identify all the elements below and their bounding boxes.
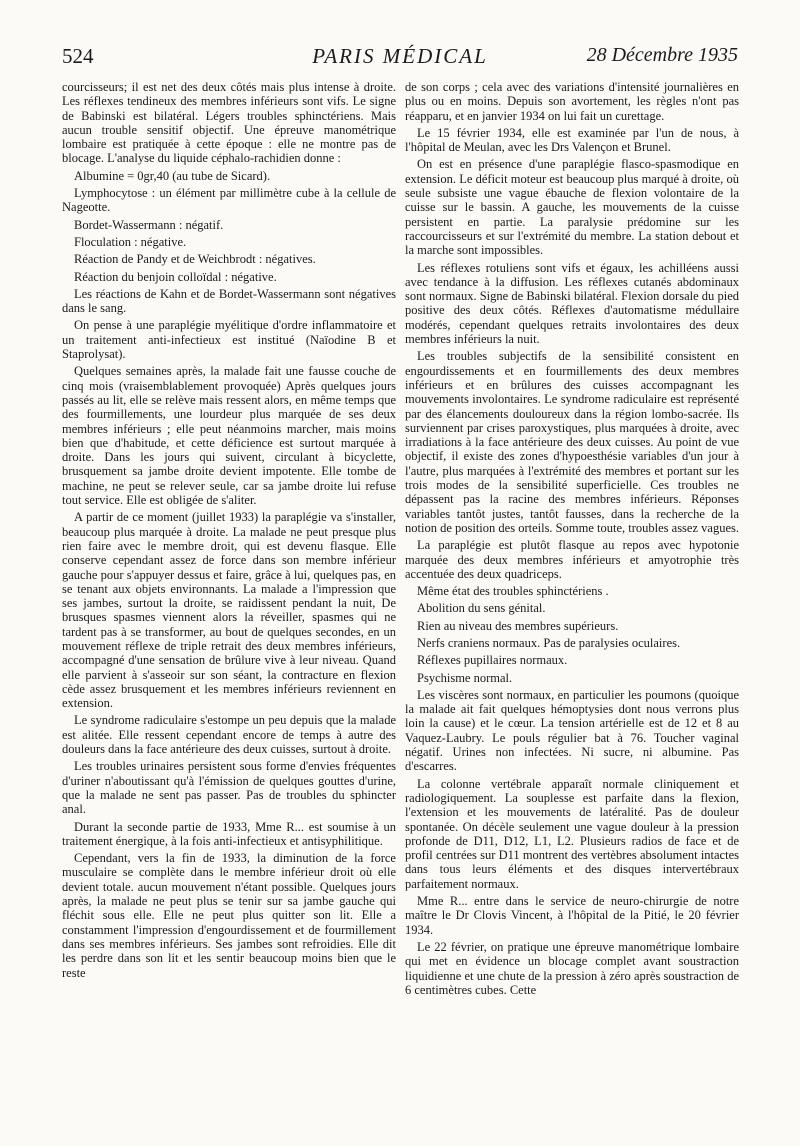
paragraph: Les réactions de Kahn et de Bordet-Wassermann sont négatives dans le sang. (62, 286, 396, 316)
paragraph: Les réflexes rotuliens sont vifs et égaux, les achilléens aussi avec tendance à la diffusion. Les réflexes cutanés abdominaux sont normaux. Signe de Babinski bilatéral. Flexion dorsale du pied positive des deux côtés. Réflexes d'automatisme médullaire modérés, cependant quelques retraits involontaires des deux membres inférieurs la nuit. (405, 260, 739, 347)
paragraph: courcisseurs; il est net des deux côtés mais plus intense à droite. Les réflexes tendineux des membres inférieurs sont vifs. Le signe de Babinski est bilatéral. Légers troubles sphinctériens. Mais aucun trouble sensitif objectif. Une épreuve manométrique lombaire est pratiquée à cette époque : elle ne montre pas de blocage. L'analyse du liquide céphalo-rachidien donne : (62, 80, 396, 166)
journal-title: PARIS MÉDICAL (312, 44, 488, 68)
paragraph: Le 15 février 1934, elle est examinée par l'un de nous, à l'hôpital de Meulan, avec les Drs Valençon et Brunel. (405, 125, 739, 155)
paragraph: Rien au niveau des membres supérieurs. (417, 618, 619, 633)
left-text-column (62, 80, 396, 983)
paragraph: Abolition du sens génital. (417, 601, 546, 616)
paragraph: Réflexes pupillaires normaux. (417, 653, 568, 668)
paragraph: Albumine = 0gr,40 (au tube de Sicard). (74, 168, 271, 183)
paragraph: Les troubles urinaires persistent sous forme d'envies fréquentes d'uriner n'aboutissant qu'à l'émission de quelques gouttes d'urine, que la malade ne sent pas passer. Pas de troubles du sphincter anal. (62, 759, 396, 817)
paragraph: Quelques semaines après, la malade fait une fausse couche de cinq mois (vraisemblablement provoquée) Après quelques jours passés au lit, elle se relève mais ressent alors, en même temps que des fourmillements, une lourdeur plus marquée de ses deux membres inférieurs ; elle peut néanmoins marcher, mais moins bien que d'habitude, et cette déficience est surtout marquée à droite. Dans les jours qui suivent, circulant à bicyclette, brusquement sa jambe droite devient impotente. Elle tombe de machine, ne peut se relever seule, car sa jambe droite lui refuse tout service. Elle est obligée de s'aliter. (62, 364, 396, 508)
paragraph: Floculation : négative. (74, 234, 187, 249)
paragraph: Les troubles subjectifs de la sensibilité consistent en engourdissements et en fourmillements des deux membres inférieurs et en brûlures des cuisses accompagnant les mouvements involontaires. Le syndrome radiculaire est représenté par des élancements douloureux dans la région lombo-sacrée. Ils surviennent par crises paroxystiques, plus marquées à droite, avec irradiations à la face antérieure des deux cuisses. Au point de vue objectif, il existe des zones d'hypoesthésie variables d'un jour à l'autre, plus marquées à l'extrémité des membres et portant sur les trois modes de la sensibilité superficielle. Ces troubles ne dépassent pas la racine des membres inférieurs. Réponses variables tantôt justes, tantôt fausses, dans la recherche de la notion de position des orteils. Somme toute, troubles assez vagues. (405, 349, 739, 535)
paragraph: Mme R... entre dans le service de neuro-chirurgie de notre maître le Dr Clovis Vincent, à l'hôpital de la Pitié, le 20 février 1934. (405, 894, 739, 937)
paragraph: Cependant, vers la fin de 1933, la diminution de la force musculaire se complète dans le membre inférieur droit où elle devient totale. aucun mouvement n'étant possible. Quelques jours après, la malade ne peut plus se tenir sur sa jambe gauche qui fléchit sous elle. Elle ne peut plus quitter son lit. Elle a constamment l'impression d'engourdissement et de fourmillement dans ses membres inférieurs. Ses jambes sont refroidies. Elle dit les perdre dans son lit et les sentir beaucoup moins bien que le reste (62, 851, 396, 980)
paragraph: Bordet-Wassermann : négatif. (74, 217, 224, 232)
paragraph: Le syndrome radiculaire s'estompe un peu depuis que la malade est alitée. Elle ressent cependant encore de temps à autre des douleurs dans la face antérieure des deux cuisses, surtout à droite. (62, 713, 396, 757)
paragraph: Durant la seconde partie de 1933, Mme R... est soumise à un traitement énergique, à la fois anti-infectieux et antisyphilitique. (62, 819, 396, 848)
paragraph: Nerfs craniens normaux. Pas de paralysies oculaires. (417, 635, 681, 650)
page-number: 524 (62, 44, 94, 68)
paragraph: A partir de ce moment (juillet 1933) la paraplégie va s'installer, beaucoup plus marquée à droite. La malade ne peut presque plus rien faire avec le membre droit, qui est devenu flasque. Elle conserve cependant assez de force dans son membre inférieur gauche pour s'appuyer dessus et faire, grâce à lui, quelques pas, en se tenant aux objets environnants. La malade a l'impression que ses jambes, surtout la droite, se raidissent pendant la nuit, De brusques spasmes viennent alors la réveiller, spasmes qui ne tardent pas à se transformer, au bout de quelques secondes, en un mouvement réflexe de triple retrait des deux membres inférieurs, accompagné d'une sensation de brûlure vive à leur niveau. Quand elle parvient à s'asseoir sur son séant, la contracture en flexion cède assez brusquement et les membres inférieurs reviennent en extension. (62, 510, 396, 711)
right-text-column (405, 80, 739, 1000)
page-header (62, 44, 738, 70)
paragraph: Même état des troubles sphinctériens . (417, 584, 609, 599)
paragraph: La colonne vertébrale apparaît normale cliniquement et radiologiquement. La souplesse est parfaite dans la flexion, l'extension et les mouvements de latéralité. Pas de douleur spontanée. On décèle seulement une vague douleur à la pression profonde de D11, D12, L1, L2. Plusieurs radios de face et de profil centrées sur D11 montrent des vertèbres absolument intactes dans tous leurs éléments et des disques intervertébraux parfaitement normaux. (405, 776, 739, 891)
paragraph: Psychisme normal. (417, 670, 513, 685)
paragraph: Réaction de Pandy et de Weichbrodt : négatives. (74, 252, 316, 267)
paragraph: On est en présence d'une paraplégie flasco-spasmodique en extension. Le déficit moteur est beaucoup plus marqué à droite, où seule subsiste une vague ébauche de flexion volontaire de la cuisse sur le bassin. A gauche, les mouvements de la cuisse persistent en partie. La paralysie prédomine sur les raccourcisseurs et sur l'extrémité du membre. La station debout et la marche sont impossibles. (405, 157, 739, 258)
paragraph: On pense à une paraplégie myélitique d'ordre inflammatoire et un traitement anti-infectieux est institué (Naïodine B et Staprolysat). (62, 318, 396, 362)
paragraph: Les viscères sont normaux, en particulier les poumons (quoique la malade ait fait quelques hémoptysies dont nous verrons plus loin la cause) et le cœur. La tension artérielle est de 12 et 8 au Vaquez-Laubry. Le pouls régulier bat à 76. Toucher vaginal négatif. Urines non infectées. Ni sucre, ni albumine. Pas d'escarres. (405, 687, 739, 774)
paragraph: de son corps ; cela avec des variations d'intensité journalières en plus ou en moins. Depuis son avortement, les règles n'ont pas réapparu, et en janvier 1934 on lui fait un curettage. (405, 80, 739, 123)
issue-date: 28 Décembre 1935 (586, 44, 738, 66)
paragraph: La paraplégie est plutôt flasque au repos avec hypotonie marquée des deux membres inférieurs et amyotrophie très accentuée des deux quadriceps. (405, 538, 739, 581)
paragraph: Lymphocytose : un élément par millimètre cube à la cellule de Nageotte. (62, 186, 396, 215)
paragraph: Réaction du benjoin colloïdal : négative. (74, 269, 277, 284)
paragraph: Le 22 février, on pratique une épreuve manométrique lombaire qui met en évidence un blocage complet avant soustraction liquidienne et une chute de la pression à zéro après soustraction de 6 centimètres cubes. Cette (405, 939, 739, 997)
